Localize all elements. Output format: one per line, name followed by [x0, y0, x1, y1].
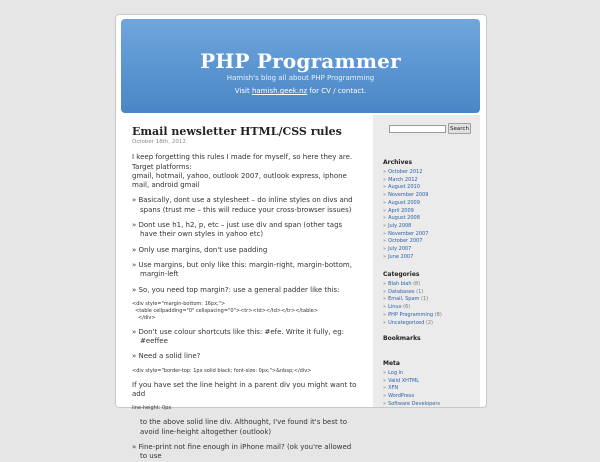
- link-count: (8): [413, 281, 421, 287]
- sidebar-link[interactable]: [383, 312, 442, 320]
- bullet-item: » Fine-print not fine enough in iPhone mail? (ok you're allowed to use: [132, 442, 352, 461]
- link-label[interactable]: Uncategorized: [388, 319, 425, 326]
- link-label[interactable]: October 2007: [388, 238, 423, 245]
- bookmarks-section: [383, 335, 421, 345]
- link-label[interactable]: August 2009: [388, 199, 420, 206]
- link-count: (1): [421, 296, 429, 303]
- archives-list: [383, 169, 428, 261]
- arrow-icon: »: [383, 393, 387, 400]
- arrow-icon: »: [383, 238, 387, 245]
- categories-heading: Categories: [383, 271, 420, 278]
- arrow-icon: »: [383, 319, 387, 326]
- link-label[interactable]: April 2009: [388, 207, 414, 214]
- link-count: (6): [403, 304, 411, 311]
- sidebar: [373, 115, 480, 407]
- link-label[interactable]: Email, Spam: [388, 296, 420, 303]
- arrow-icon: »: [383, 176, 387, 183]
- link-count: (8): [434, 311, 442, 318]
- link-label[interactable]: Databases: [388, 288, 415, 295]
- link-label[interactable]: July 2008: [388, 222, 412, 229]
- search-input[interactable]: [389, 125, 446, 133]
- arrow-icon: »: [383, 192, 387, 199]
- sidebar-link[interactable]: [383, 177, 428, 185]
- link-label[interactable]: Log in: [388, 370, 404, 376]
- arrow-icon: »: [383, 304, 387, 311]
- bullet-item: » Only use margins, don't use padding: [132, 245, 268, 254]
- arrow-icon: »: [383, 230, 387, 237]
- bookmarks-heading: Bookmarks: [383, 335, 421, 342]
- arrow-icon: »: [383, 199, 387, 206]
- link-label[interactable]: Valid XHTML: [388, 377, 420, 384]
- link-label[interactable]: WordPress: [388, 393, 415, 400]
- sidebar-link[interactable]: [383, 304, 442, 312]
- arrow-icon: »: [383, 246, 387, 253]
- sidebar-link[interactable]: [383, 215, 428, 223]
- bullet-item: » Use margins, but only like this: margin-right, margin-bottom, margin-left: [132, 260, 352, 279]
- post-intro: [132, 153, 360, 190]
- sidebar-link[interactable]: [383, 378, 440, 386]
- sidebar-link[interactable]: [383, 238, 428, 246]
- sidebar-link[interactable]: [383, 208, 428, 216]
- bullet-item: » Basically, dont use a stylesheet – do inline styles on divs and spans (trust me – this will reduce your cross-browser issues): [132, 196, 353, 214]
- meta-heading: Meta: [383, 360, 400, 367]
- link-label[interactable]: PHP Programming: [388, 311, 434, 318]
- sidebar-link[interactable]: [383, 200, 428, 208]
- archives-section: [383, 159, 428, 261]
- categories-section: [383, 271, 442, 327]
- line-height-note: If you have set the line height in a parent div you might want to add: [132, 380, 357, 399]
- sidebar-link[interactable]: [383, 223, 428, 231]
- arrow-icon: »: [383, 253, 387, 260]
- archives-heading: Archives: [383, 159, 413, 166]
- post-title[interactable]: Email newsletter HTML/CSS rules: [132, 125, 342, 138]
- link-label[interactable]: November 2009: [388, 192, 429, 199]
- link-label[interactable]: October 2012: [388, 169, 423, 175]
- arrow-icon: »: [383, 400, 387, 407]
- meta-list: [383, 370, 440, 409]
- meta-section: [383, 360, 440, 409]
- arrow-icon: »: [383, 207, 387, 214]
- sidebar-link[interactable]: [383, 296, 442, 304]
- link-label[interactable]: July 2007: [388, 246, 412, 253]
- link-label[interactable]: XFN: [388, 385, 399, 392]
- arrow-icon: »: [383, 296, 387, 303]
- post-content: [132, 125, 360, 461]
- code-line: <div style="margin-bottom: 16px;">: [132, 300, 226, 307]
- sidebar-link[interactable]: [383, 401, 440, 409]
- bullet-item: » Dont use h1, h2, p, etc – just use div and span (other tags have their own styles in yahoo etc): [132, 221, 343, 239]
- link-label[interactable]: August 2010: [388, 184, 420, 191]
- code-snippet-line: <div style="border-top: 1px solid black; font-size: 0px;">&nbsp;</div>: [132, 367, 312, 374]
- search-button[interactable]: Search: [448, 123, 471, 134]
- arrow-icon: »: [383, 215, 387, 222]
- visit-line: [121, 87, 480, 95]
- sidebar-link[interactable]: [383, 192, 428, 200]
- arrow-icon: »: [383, 370, 387, 376]
- platforms-text: gmail, hotmail, yahoo, outlook 2007, outlook express, iphone mail, android gmail: [132, 171, 347, 190]
- blog-tagline: Hamish's blog all about PHP Programming: [226, 74, 375, 82]
- sidebar-link[interactable]: [383, 169, 428, 177]
- sidebar-link[interactable]: [383, 246, 428, 254]
- sidebar-link[interactable]: [383, 184, 428, 192]
- arrow-icon: »: [383, 311, 387, 318]
- link-count: (2): [425, 319, 433, 326]
- link-label[interactable]: Blah blah: [388, 281, 412, 287]
- sidebar-link[interactable]: [383, 370, 440, 378]
- hamish-link[interactable]: hamish.geek.nz: [251, 87, 308, 95]
- link-label[interactable]: November 2007: [388, 230, 429, 237]
- above-note: to the above solid line div. Althought, I've found it's best to avoid line-height altogether (outlook): [140, 418, 347, 436]
- arrow-icon: »: [383, 385, 387, 392]
- bullet-item: » So, you need top margin?: use a general padder like this:: [132, 285, 340, 294]
- sidebar-link[interactable]: [383, 254, 428, 262]
- post-date: October 18th, 2012: [132, 139, 186, 145]
- arrow-icon: »: [383, 281, 387, 287]
- sidebar-link[interactable]: [383, 289, 442, 297]
- arrow-icon: »: [383, 288, 387, 295]
- arrow-icon: »: [383, 169, 387, 175]
- code-line: </div>: [138, 314, 156, 321]
- link-label[interactable]: Linux: [388, 304, 402, 311]
- arrow-icon: »: [383, 184, 387, 191]
- blog-header: [121, 19, 480, 113]
- link-label[interactable]: March 2012: [388, 176, 418, 183]
- sidebar-link[interactable]: [383, 393, 440, 401]
- link-label[interactable]: Software Developers: [388, 400, 441, 407]
- bullet-item: » Need a solid line?: [132, 352, 201, 361]
- code-snippet-line-height: line-height: 0px: [132, 405, 172, 412]
- arrow-icon: »: [383, 222, 387, 229]
- visit-prefix: Visit: [234, 87, 250, 95]
- visit-suffix: for CV / contact.: [309, 87, 367, 95]
- code-line: <table cellpadding="0" cellspacing="0"><tr><td></td></tr></table>: [135, 307, 318, 314]
- link-label[interactable]: June 2007: [388, 253, 414, 260]
- link-label[interactable]: August 2008: [388, 215, 420, 222]
- blog-title[interactable]: PHP Programmer: [200, 49, 401, 73]
- sidebar-link[interactable]: [383, 281, 442, 289]
- link-count: (1): [416, 288, 424, 295]
- intro-text: I keep forgetting this rules I made for myself, so here they are. Target platforms:: [132, 153, 353, 171]
- bullet-item: » Don't use colour shortcuts like this: #efe. Write it fully, eg: #eeffee: [132, 327, 345, 346]
- page-container: [115, 14, 487, 461]
- arrow-icon: »: [383, 377, 387, 384]
- sidebar-link[interactable]: [383, 231, 428, 239]
- code-snippet-padder: [132, 301, 360, 322]
- categories-list: [383, 281, 442, 327]
- sidebar-link[interactable]: [383, 320, 442, 328]
- sidebar-link[interactable]: [383, 385, 440, 393]
